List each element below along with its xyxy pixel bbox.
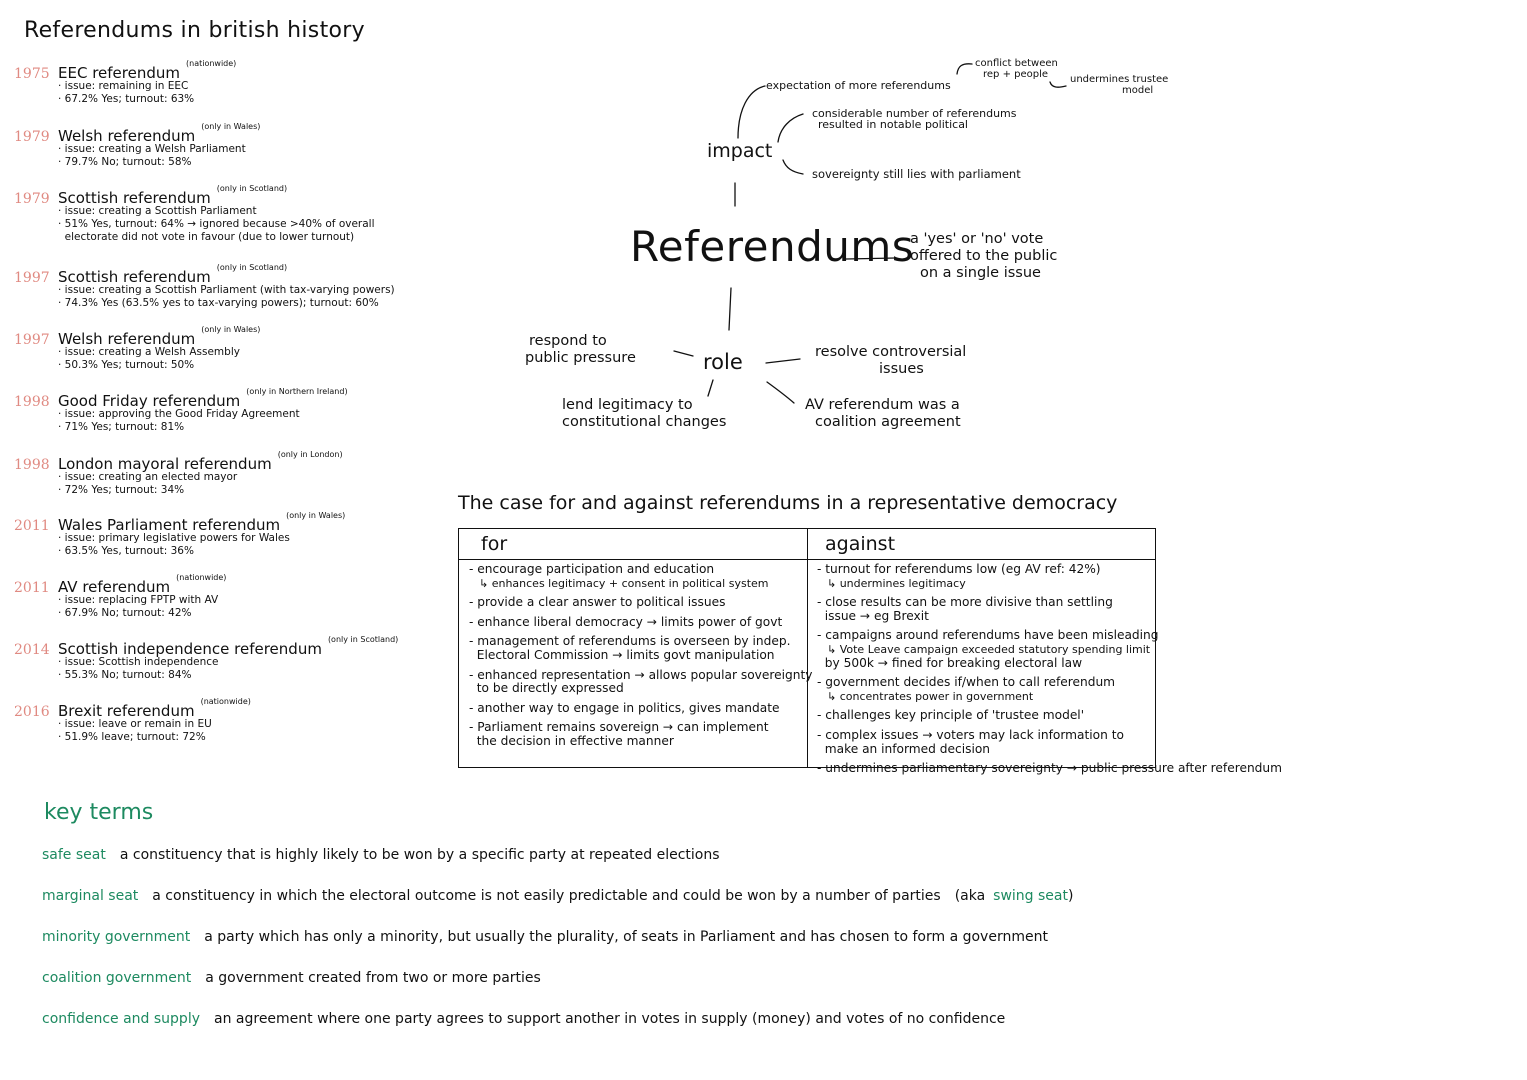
referendum-year: 1979 — [14, 129, 50, 145]
for-column — [469, 562, 813, 755]
argument-line: to be directly expressed — [469, 681, 624, 696]
argument-item — [469, 616, 805, 630]
argument-item — [817, 563, 1153, 590]
referendum-year: 2011 — [14, 580, 50, 596]
referendum-title: Brexit referendum — [58, 702, 195, 720]
referendum-scope: (only in Northern Ireland) — [246, 387, 348, 396]
impact-sovereignty: sovereignty still lies with parliament — [812, 167, 1021, 181]
resolve-line: issues — [879, 361, 924, 377]
key-term-definition: an agreement where one party agrees to support another in votes in supply (money) and votes of no confidence — [214, 1011, 1006, 1027]
referendum-year: 2014 — [14, 642, 50, 658]
conflict-line: conflict between — [975, 58, 1058, 69]
column-divider — [807, 529, 808, 767]
key-term-aka: (aka — [954, 888, 986, 904]
referendum-title: Wales Parliament referendum — [58, 516, 281, 534]
key-term: coalition government — [42, 970, 192, 986]
impact-considerable — [812, 108, 1017, 130]
argument-line: - provide a clear answer to political issues — [469, 595, 726, 610]
connector-av — [767, 382, 794, 403]
referendum-scope: (nationwide) — [200, 697, 251, 706]
respond-line: respond to — [529, 333, 607, 349]
referendum-scope: (nationwide) — [176, 573, 227, 582]
referendum-year: 1998 — [14, 457, 50, 473]
referendum-scope: (only in Wales) — [201, 325, 261, 334]
connector-respond — [674, 351, 693, 356]
referendum-detail-line: · 74.3% Yes (63.5% yes to tax-varying powers); turnout: 60% — [58, 297, 379, 309]
definition-line: offered to the public — [910, 248, 1058, 264]
argument-line: - another way to engage in politics, gives mandate — [469, 700, 780, 715]
argument-line: Electoral Commission → limits govt manipulation — [469, 647, 775, 662]
referendum-detail-line: · issue: creating a Scottish Parliament (with tax-varying powers) — [58, 284, 395, 296]
for-header: for — [481, 533, 508, 555]
resolve-line: resolve controversial — [815, 344, 967, 360]
key-term-definition: a constituency that is highly likely to be won by a specific party at repeated elections — [119, 847, 720, 863]
argument-line: - government decides if/when to call referendum — [817, 675, 1116, 690]
referendum-detail-line: · 67.9% No; turnout: 42% — [58, 607, 192, 619]
mindmap-impact: impact — [707, 140, 773, 162]
key-term: confidence and supply — [42, 1011, 200, 1027]
referendum-title: Scottish referendum — [58, 268, 211, 286]
connector-resolve — [766, 359, 800, 363]
argument-item — [469, 721, 805, 748]
referendum-title: AV referendum — [58, 578, 171, 596]
key-term: safe seat — [42, 847, 106, 863]
argument-line: - undermines parliamentary sovereignty → public pressure after referendum — [817, 761, 1282, 776]
argument-item — [469, 563, 805, 590]
referendum-scope: (only in London) — [277, 450, 343, 459]
referendum-title: Welsh referendum — [58, 330, 196, 348]
referendum-title: Scottish independence referendum — [58, 640, 322, 658]
header-divider — [459, 559, 1155, 560]
referendum-detail-line: · 71% Yes; turnout: 81% — [58, 421, 185, 433]
mindmap-definition — [910, 231, 1057, 282]
referendum-title: Good Friday referendum — [58, 392, 241, 410]
key-term-row — [42, 1011, 1005, 1027]
referendum-detail-line: · issue: creating an elected mayor — [58, 471, 238, 483]
legitimacy-line: lend legitimacy to — [562, 397, 693, 413]
referendum-year: 1979 — [14, 191, 50, 207]
referendum-detail-line: · 51.9% leave; turnout: 72% — [58, 731, 206, 743]
definition-line: on a single issue — [920, 265, 1041, 281]
argument-line: - enhanced representation → allows popular sovereignty — [469, 667, 813, 682]
referendum-detail-line: · issue: approving the Good Friday Agreement — [58, 408, 300, 420]
argument-item — [817, 761, 1282, 776]
referendum-scope: (nationwide) — [186, 59, 237, 68]
key-term-definition: a constituency in which the electoral outcome is not easily predictable and could be won by a number of parties — [152, 888, 941, 904]
referendum-year: 1997 — [14, 270, 50, 286]
argument-line: - campaigns around referendums have been misleading — [817, 628, 1159, 643]
argument-line: - encourage participation and education — [469, 562, 715, 576]
impact-conflict — [975, 58, 1058, 80]
referendum-year: 1998 — [14, 394, 50, 410]
connector-conflict — [957, 64, 972, 74]
argument-line: ↳ enhances legitimacy + consent in political system — [479, 576, 769, 590]
respond-line: public pressure — [525, 350, 636, 366]
argument-item — [817, 709, 1153, 723]
argument-item — [817, 596, 1153, 623]
role-resolve — [815, 344, 966, 378]
role-av — [805, 397, 961, 431]
page-title: Referendums in british history — [24, 18, 365, 43]
referendum-detail-line: · 72% Yes; turnout: 34% — [58, 484, 185, 496]
argument-line: - management of referendums is overseen by indep. — [469, 634, 791, 649]
key-term-aka-end: ) — [1068, 888, 1074, 904]
referendum-scope: (only in Scotland) — [216, 184, 288, 193]
legitimacy-line: constitutional changes — [562, 414, 727, 430]
referendum-year: 1975 — [14, 66, 50, 82]
referendum-scope: (only in Wales) — [201, 122, 261, 131]
definition-line: a 'yes' or 'no' vote — [910, 231, 1044, 247]
key-terms-title: key terms — [44, 800, 154, 825]
connector-sovereignty — [783, 160, 803, 174]
argument-line: - challenges key principle of 'trustee model' — [817, 708, 1085, 723]
trustee-line: model — [1122, 85, 1154, 96]
argument-item — [817, 628, 1159, 670]
argument-line: issue → eg Brexit — [817, 608, 929, 623]
referendum-scope: (only in Wales) — [286, 511, 346, 520]
av-line: coalition agreement — [815, 414, 961, 430]
argument-line: ↳ undermines legitimacy — [827, 576, 966, 590]
key-term-row — [42, 888, 1073, 904]
referendum-detail-line: · issue: creating a Welsh Assembly — [58, 346, 240, 358]
referendum-detail-line: · issue: primary legislative powers for Wales — [58, 532, 290, 544]
mindmap-center: Referendums — [630, 222, 915, 271]
argument-item — [469, 702, 805, 716]
impact-trustee — [1070, 74, 1168, 96]
argument-item — [817, 676, 1153, 703]
connector-considerable — [778, 114, 803, 142]
impact-expectation: expectation of more referendums — [766, 79, 951, 92]
argument-line: - turnout for referendums low (eg AV ref: 42%) — [817, 562, 1101, 576]
referendum-year: 2016 — [14, 704, 50, 720]
argument-line: - close results can be more divisive than settling — [817, 595, 1113, 610]
considerable-line: considerable number of referendums — [812, 107, 1017, 120]
mindmap-role: role — [703, 350, 743, 374]
conflict-line: rep + people — [983, 69, 1049, 80]
argument-item — [817, 729, 1153, 756]
case-title: The case for and against referendums in a representative democracy — [458, 492, 1118, 514]
referendum-title: Welsh referendum — [58, 127, 196, 145]
referendum-detail-line: electorate did not vote in favour (due to lower turnout) — [58, 231, 355, 243]
argument-item — [469, 635, 805, 662]
argument-item — [469, 667, 813, 696]
referendum-title: Scottish referendum — [58, 189, 211, 207]
argument-line: - complex issues → voters may lack information to — [817, 727, 1124, 742]
referendum-detail-line: · issue: Scottish independence — [58, 656, 219, 668]
against-header: against — [825, 533, 896, 555]
argument-line: - Parliament remains sovereign → can implement — [469, 720, 769, 735]
role-respond — [525, 333, 636, 367]
referendum-detail-line: · 79.7% No; turnout: 58% — [58, 156, 192, 168]
role-legitimacy — [562, 397, 726, 431]
referendum-detail-line: · 67.2% Yes; turnout: 63% — [58, 93, 195, 105]
referendum-scope: (only in Scotland) — [216, 263, 288, 272]
referendum-detail-line: · 63.5% Yes, turnout: 36% — [58, 545, 194, 557]
key-term-row — [42, 929, 1048, 945]
connector-trustee — [1050, 82, 1066, 87]
key-term-aka-term: swing seat — [993, 888, 1068, 904]
argument-line: the decision in effective manner — [469, 733, 674, 748]
referendum-detail-line: · issue: creating a Welsh Parliament — [58, 143, 246, 155]
referendum-detail-line: · issue: replacing FPTP with AV — [58, 594, 219, 606]
key-term: marginal seat — [42, 888, 139, 904]
argument-item — [469, 596, 805, 610]
argument-line: make an informed decision — [817, 741, 991, 756]
key-term-definition: a government created from two or more parties — [205, 970, 541, 986]
case-table — [458, 528, 1282, 776]
trustee-line: undermines trustee — [1070, 74, 1169, 85]
referendum-detail-line: · issue: remaining in EEC — [58, 80, 189, 92]
connector-legitimacy — [708, 380, 713, 396]
referendum-scope: (only in Scotland) — [327, 635, 399, 644]
connector-expectation — [738, 86, 765, 138]
referendum-year: 1997 — [14, 332, 50, 348]
referendum-detail-line: · issue: leave or remain in EU — [58, 718, 212, 730]
referendum-title: London mayoral referendum — [58, 455, 272, 473]
referendum-detail-line: · issue: creating a Scottish Parliament — [58, 205, 257, 217]
key-term: minority government — [42, 929, 191, 945]
argument-line: by 500k → fined for breaking electoral law — [817, 655, 1083, 670]
key-term-row — [42, 847, 720, 863]
connector-center-role — [729, 288, 731, 330]
key-term-definition: a party which has only a minority, but usually the plurality, of seats in Parliament and has chosen to form a government — [204, 929, 1048, 945]
key-term-row — [42, 970, 541, 986]
av-line: AV referendum was a — [805, 397, 960, 413]
argument-line: - enhance liberal democracy → limits power of govt — [469, 614, 783, 629]
referendum-detail-line: · 51% Yes, turnout: 64% → ignored because >40% of overall — [58, 218, 375, 230]
referendum-year: 2011 — [14, 518, 50, 534]
referendum-detail-line: · 50.3% Yes; turnout: 50% — [58, 359, 195, 371]
argument-line: ↳ Vote Leave campaign exceeded statutory spending limit — [827, 642, 1151, 656]
argument-line: ↳ concentrates power in government — [827, 689, 1034, 703]
considerable-line: resulted in notable political — [818, 118, 968, 131]
referendum-title: EEC referendum — [58, 64, 180, 82]
against-column — [817, 562, 1282, 782]
referendum-detail-line: · 55.3% No; turnout: 84% — [58, 669, 192, 681]
